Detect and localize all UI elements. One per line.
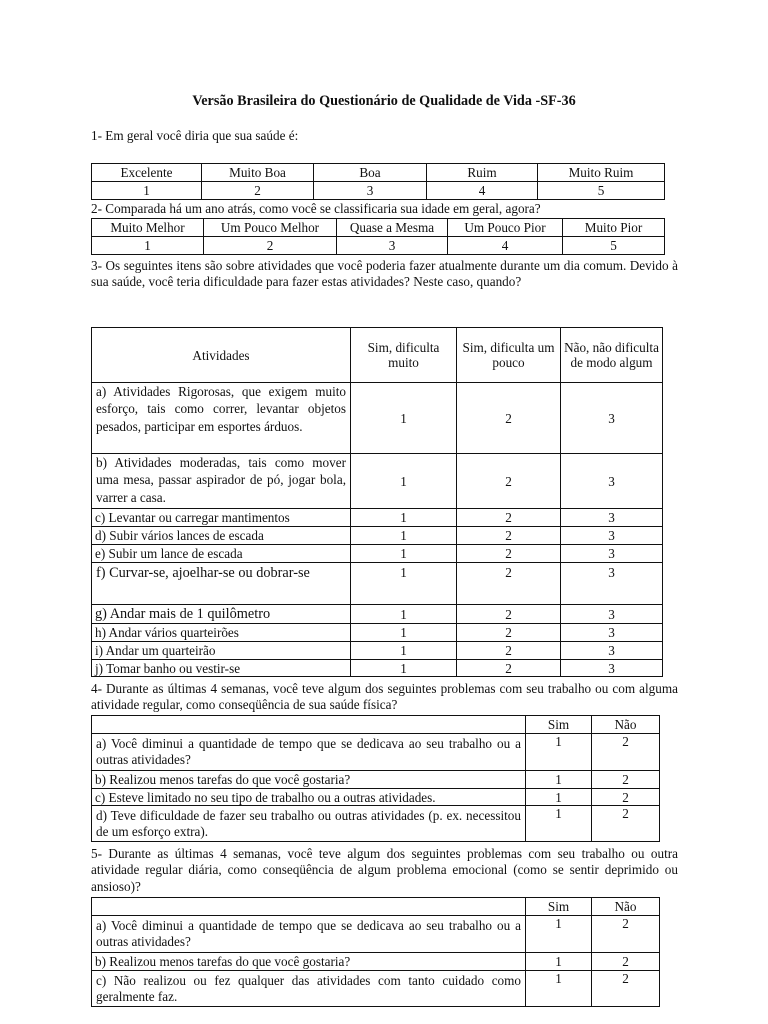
q2-code[interactable]: 4 [448, 237, 563, 255]
q5-answer[interactable]: 2 [592, 916, 660, 953]
question-2-table [91, 218, 665, 255]
q2-option[interactable]: Um Pouco Pior [448, 219, 563, 237]
q3-answer[interactable]: 1 [351, 605, 457, 624]
q4-row-label: b) Realizou menos tarefas do que você gostaria? [92, 771, 526, 789]
q3-answer[interactable]: 3 [561, 642, 663, 660]
q3-answer[interactable]: 3 [561, 605, 663, 624]
q3-answer[interactable]: 2 [457, 545, 561, 563]
q3-header-little: Sim, dificulta um pouco [457, 328, 561, 383]
q4-answer[interactable]: 2 [592, 771, 660, 789]
q3-header-none: Não, não dificulta de modo algum [561, 328, 663, 383]
q3-answer[interactable]: 2 [457, 527, 561, 545]
q4-answer[interactable]: 2 [592, 806, 660, 842]
q1-option[interactable]: Muito Ruim [538, 164, 665, 182]
q1-code[interactable]: 3 [314, 182, 427, 200]
q3-row-label: i) Andar um quarteirão [92, 642, 351, 660]
q3-row-label: a) Atividades Rigorosas, que exigem muito esforço, tais como correr, levantar objetos pesados, participar em esportes árduos. [92, 383, 351, 454]
q3-answer[interactable]: 2 [457, 383, 561, 454]
q3-answer[interactable]: 1 [351, 509, 457, 527]
q1-option[interactable]: Ruim [427, 164, 538, 182]
q3-row-label: j) Tomar banho ou vestir-se [92, 660, 351, 677]
q3-answer[interactable]: 2 [457, 509, 561, 527]
document-title: Versão Brasileira do Questionário de Qualidade de Vida -SF-36 [192, 93, 576, 109]
q4-header-yes: Sim [526, 716, 592, 734]
q3-answer[interactable]: 2 [457, 454, 561, 509]
question-3-table [91, 327, 663, 677]
question-4-text: 4- Durante as últimas 4 semanas, você teve algum dos seguintes problemas com seu trabalho ou com alguma atividade regular, como conseqüência de sua saúde física? [91, 681, 678, 713]
q5-answer[interactable]: 2 [592, 971, 660, 1007]
q2-code[interactable]: 5 [563, 237, 665, 255]
q3-answer[interactable]: 3 [561, 454, 663, 509]
q2-code[interactable]: 2 [204, 237, 337, 255]
q5-answer[interactable]: 2 [592, 953, 660, 971]
q4-answer[interactable]: 1 [526, 734, 592, 771]
q2-option[interactable]: Um Pouco Melhor [204, 219, 337, 237]
question-2-text: 2- Comparada há um ano atrás, como você se classificaria sua idade em geral, agora? [91, 201, 541, 216]
q5-header-yes: Sim [526, 898, 592, 916]
q1-option[interactable]: Boa [314, 164, 427, 182]
q4-answer[interactable]: 2 [592, 734, 660, 771]
q3-header-very: Sim, dificulta muito [351, 328, 457, 383]
question-5-text: 5- Durante as últimas 4 semanas, você teve algum dos seguintes problemas com seu trabalho ou outra atividade regular diária, como conseqüência de algum problema emocional (como se sentir deprimido ou ansioso)? [91, 846, 678, 894]
q3-answer[interactable]: 3 [561, 624, 663, 642]
q3-answer[interactable]: 1 [351, 454, 457, 509]
q3-answer[interactable]: 1 [351, 545, 457, 563]
q3-answer[interactable]: 2 [457, 642, 561, 660]
q3-answer[interactable]: 3 [561, 527, 663, 545]
question-4-table [91, 715, 660, 842]
q4-row-label: c) Esteve limitado no seu tipo de trabalho ou a outras atividades. [92, 789, 526, 806]
q3-row-label: g) Andar mais de 1 quilômetro [92, 605, 351, 624]
q1-code[interactable]: 2 [202, 182, 314, 200]
question-5-table [91, 897, 660, 1007]
q3-answer[interactable]: 2 [457, 563, 561, 605]
q1-option[interactable]: Excelente [92, 164, 202, 182]
q3-answer[interactable]: 1 [351, 624, 457, 642]
q2-option[interactable]: Quase a Mesma [337, 219, 448, 237]
q5-answer[interactable]: 1 [526, 971, 592, 1007]
q3-answer[interactable]: 1 [351, 660, 457, 677]
q5-header-no: Não [592, 898, 660, 916]
q4-header-no: Não [592, 716, 660, 734]
q3-answer[interactable]: 3 [561, 545, 663, 563]
q3-row-label: h) Andar vários quarteirões [92, 624, 351, 642]
q3-answer[interactable]: 1 [351, 563, 457, 605]
question-1-text: 1- Em geral você diria que sua saúde é: [91, 128, 299, 143]
q2-code[interactable]: 1 [92, 237, 204, 255]
q1-code[interactable]: 5 [538, 182, 665, 200]
q3-row-label: b) Atividades moderadas, tais como mover uma mesa, passar aspirador de pó, jogar bola, varrer a casa. [92, 454, 351, 509]
q3-row-label: e) Subir um lance de escada [92, 545, 351, 563]
q3-answer[interactable]: 1 [351, 383, 457, 454]
q4-answer[interactable]: 2 [592, 789, 660, 806]
q3-row-label: c) Levantar ou carregar mantimentos [92, 509, 351, 527]
q3-answer[interactable]: 1 [351, 527, 457, 545]
q4-row-label: d) Teve dificuldade de fazer seu trabalho ou outras atividades (p. ex. necessitou de um esforço extra). [92, 806, 526, 842]
q4-row-label: a) Você diminui a quantidade de tempo que se dedicava ao seu trabalho ou a outras atividades? [92, 734, 526, 771]
q5-row-label: c) Não realizou ou fez qualquer das atividades com tanto cuidado como geralmente faz. [92, 971, 526, 1007]
q5-row-label: a) Você diminui a quantidade de tempo que se dedicava ao seu trabalho ou a outras atividades? [92, 916, 526, 953]
q3-answer[interactable]: 2 [457, 660, 561, 677]
q1-code[interactable]: 1 [92, 182, 202, 200]
q2-code[interactable]: 3 [337, 237, 448, 255]
q3-answer[interactable]: 3 [561, 383, 663, 454]
q3-row-label: d) Subir vários lances de escada [92, 527, 351, 545]
q5-row-label: b) Realizou menos tarefas do que você gostaria? [92, 953, 526, 971]
q4-answer[interactable]: 1 [526, 806, 592, 842]
q3-header-activities: Atividades [92, 328, 351, 383]
q1-code[interactable]: 4 [427, 182, 538, 200]
q5-answer[interactable]: 1 [526, 916, 592, 953]
q3-answer[interactable]: 3 [561, 563, 663, 605]
q3-row-label: f) Curvar-se, ajoelhar-se ou dobrar-se [92, 563, 351, 605]
q4-header-empty [92, 716, 526, 734]
q2-option[interactable]: Muito Melhor [92, 219, 204, 237]
q3-answer[interactable]: 1 [351, 642, 457, 660]
q4-answer[interactable]: 1 [526, 789, 592, 806]
q3-answer[interactable]: 3 [561, 660, 663, 677]
q3-answer[interactable]: 2 [457, 624, 561, 642]
q3-answer[interactable]: 3 [561, 509, 663, 527]
q5-answer[interactable]: 1 [526, 953, 592, 971]
q3-answer[interactable]: 2 [457, 605, 561, 624]
q1-option[interactable]: Muito Boa [202, 164, 314, 182]
q2-option[interactable]: Muito Pior [563, 219, 665, 237]
question-1-table [91, 163, 665, 200]
question-3-text: 3- Os seguintes itens são sobre atividades que você poderia fazer atualmente durante um dia comum. Devido à sua saúde, você teria dificuldade para fazer estas atividades? Neste caso, quando? [91, 258, 678, 290]
q5-header-empty [92, 898, 526, 916]
q4-answer[interactable]: 1 [526, 771, 592, 789]
